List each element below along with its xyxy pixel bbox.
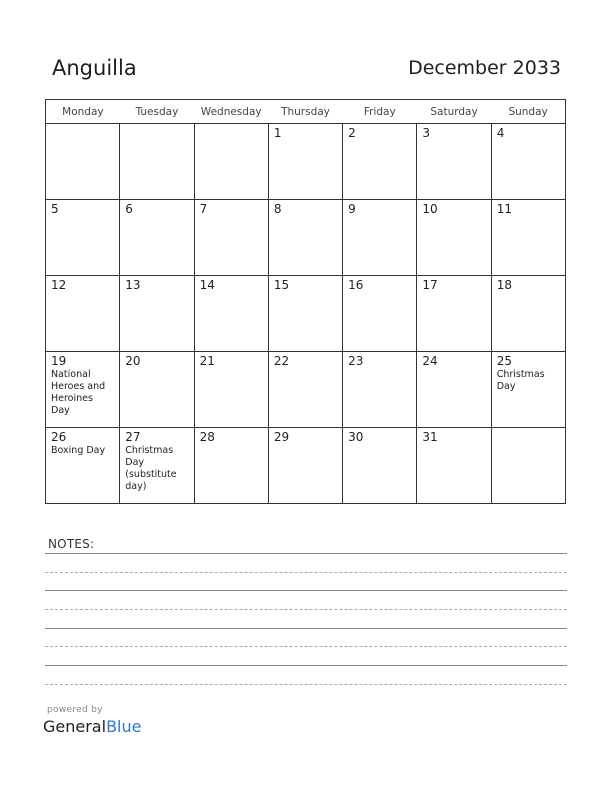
day-number: 3	[422, 126, 431, 140]
day-cell[interactable]	[194, 352, 268, 428]
day-cell[interactable]	[120, 200, 194, 276]
day-number: 11	[496, 202, 512, 216]
day-cell[interactable]	[491, 124, 565, 200]
day-cell[interactable]	[194, 124, 268, 200]
day-number: 25	[496, 354, 512, 368]
day-number: 9	[348, 202, 356, 216]
day-cell[interactable]	[343, 276, 417, 352]
day-number: 5	[51, 202, 59, 216]
week-row	[46, 352, 566, 428]
day-cell[interactable]	[343, 352, 417, 428]
weekday-saturday: Saturday	[417, 100, 491, 124]
day-cell[interactable]	[120, 276, 194, 352]
week-row	[46, 124, 566, 200]
weekday-thursday: Thursday	[268, 100, 342, 124]
day-number: 12	[51, 278, 67, 292]
day-number: 23	[348, 354, 364, 368]
day-number: 2	[348, 126, 356, 140]
day-cell[interactable]	[194, 200, 268, 276]
day-number: 28	[199, 430, 215, 444]
day-cell[interactable]	[194, 428, 268, 504]
day-number: 21	[199, 354, 215, 368]
day-number: 19	[51, 354, 67, 368]
day-number: 1	[273, 126, 282, 140]
notes-line	[45, 646, 567, 647]
day-number: 27	[125, 430, 141, 444]
weekday-tuesday: Tuesday	[120, 100, 194, 124]
day-cell[interactable]	[417, 428, 491, 504]
day-number: 16	[348, 278, 364, 292]
calendar-grid	[45, 99, 566, 504]
day-cell[interactable]	[417, 124, 491, 200]
powered-by-text: powered by	[47, 705, 103, 715]
day-number: 17	[422, 278, 438, 292]
notes-line	[45, 628, 567, 629]
holiday-label: Boxing Day	[51, 445, 106, 456]
day-cell[interactable]	[491, 352, 565, 428]
day-number: 30	[348, 430, 364, 444]
day-cell[interactable]	[491, 276, 565, 352]
day-cell[interactable]	[194, 276, 268, 352]
day-cell[interactable]	[417, 352, 491, 428]
holiday-label: Christmas Day	[496, 369, 545, 392]
day-cell[interactable]	[491, 428, 565, 504]
day-cell[interactable]	[120, 428, 194, 504]
day-number: 31	[422, 430, 438, 444]
week-row	[46, 276, 566, 352]
day-number: 4	[496, 126, 505, 140]
weekday-header-row	[46, 100, 566, 124]
weekday-monday: Monday	[46, 100, 120, 124]
brand-blue: Blue	[106, 717, 142, 736]
day-cell[interactable]	[417, 200, 491, 276]
notes-line	[45, 572, 567, 573]
day-number: 14	[199, 278, 215, 292]
day-cell[interactable]	[46, 352, 120, 428]
day-cell[interactable]	[120, 352, 194, 428]
day-cell[interactable]	[46, 276, 120, 352]
day-number: 18	[496, 278, 512, 292]
day-cell[interactable]	[268, 428, 342, 504]
holiday-label: National Heroes and Heroines Day	[51, 369, 106, 416]
day-cell[interactable]	[343, 428, 417, 504]
weekday-wednesday: Wednesday	[194, 100, 268, 124]
day-cell[interactable]	[268, 124, 342, 200]
day-number: 7	[199, 202, 208, 216]
month-title: December 2033	[408, 57, 561, 79]
day-number: 20	[125, 354, 141, 368]
day-number: 22	[273, 354, 290, 368]
weekday-friday: Friday	[343, 100, 417, 124]
day-cell[interactable]	[268, 276, 342, 352]
brand-logo[interactable]	[43, 717, 141, 736]
day-cell[interactable]	[491, 200, 565, 276]
day-number: 8	[273, 202, 282, 216]
day-number: 15	[273, 278, 290, 292]
day-cell[interactable]	[343, 124, 417, 200]
day-number: 26	[51, 430, 67, 444]
week-row	[46, 428, 566, 504]
brand-general: General	[43, 717, 107, 736]
day-number: 6	[125, 202, 133, 216]
notes-line	[45, 684, 567, 685]
day-cell[interactable]	[417, 276, 491, 352]
notes-line	[45, 553, 567, 554]
day-number: 29	[273, 430, 290, 444]
notes-line	[45, 665, 567, 666]
day-cell[interactable]	[268, 352, 342, 428]
notes-label: NOTES:	[48, 537, 95, 551]
day-cell[interactable]	[46, 428, 120, 504]
holiday-label: Christmas Day (substitute day)	[125, 445, 177, 492]
day-number: 24	[422, 354, 438, 368]
day-cell[interactable]	[120, 124, 194, 200]
notes-line	[45, 609, 567, 610]
day-cell[interactable]	[46, 200, 120, 276]
notes-line	[45, 590, 567, 591]
day-number: 13	[125, 278, 141, 292]
week-row	[46, 200, 566, 276]
country-title: Anguilla	[52, 56, 137, 80]
weekday-sunday: Sunday	[491, 100, 565, 124]
day-cell[interactable]	[268, 200, 342, 276]
day-number: 10	[422, 202, 438, 216]
day-cell[interactable]	[46, 124, 120, 200]
day-cell[interactable]	[343, 200, 417, 276]
